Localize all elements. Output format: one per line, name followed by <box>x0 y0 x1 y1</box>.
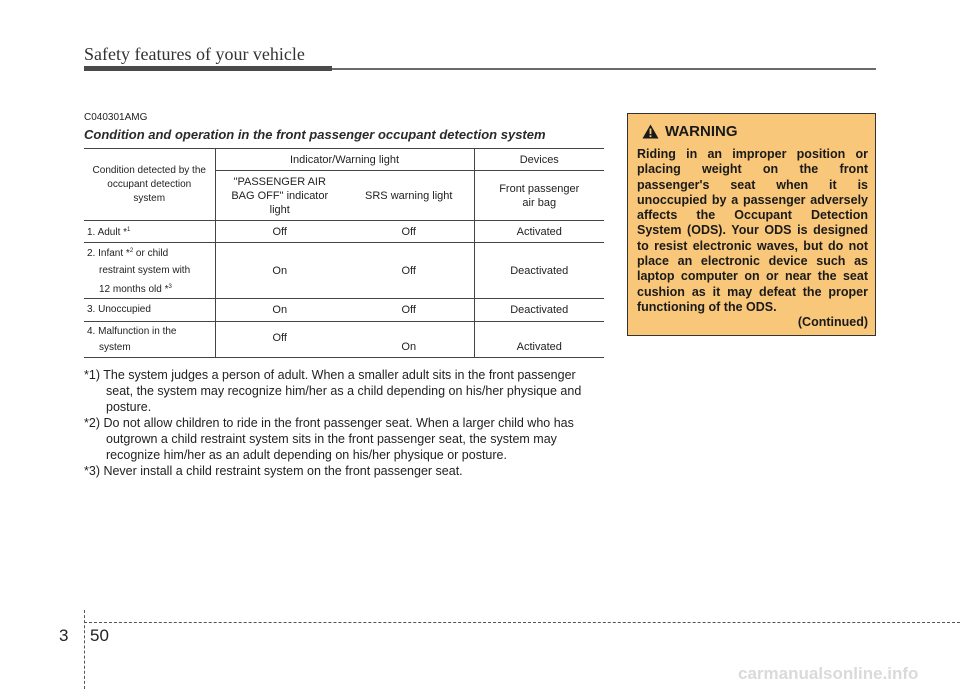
condition-header-line: system <box>133 192 166 204</box>
indicator-group-header: Indicator/Warning light <box>215 149 474 171</box>
footer-rule <box>84 622 960 623</box>
table-row <box>84 243 604 299</box>
section-title: Condition and operation in the front passenger occupant detection system <box>84 127 546 142</box>
condition-line: restraint system with <box>99 265 191 276</box>
warning-triangle-icon <box>642 124 659 139</box>
warning-text: Riding in an improper position or placing weight on the front passenger's seat when it is unoccupied by a passenger adversely affects the Occupant Detection System (ODS). Your ODS is designed to resist electronic waves, but do not place an electronic device such as laptop computer on or near the seat cushion as it may defeat the proper functioning of the ODS. <box>637 147 868 314</box>
footnote: *3) Never install a child restraint system on the front passenger seat. <box>84 464 463 478</box>
header-line: "PASSENGER AIR <box>233 175 326 188</box>
warning-body <box>637 147 868 331</box>
condition-line <box>87 279 213 298</box>
table-head-row-1 <box>84 149 604 171</box>
condition-header-line: occupant detection <box>107 178 192 190</box>
srs-light-cell: Off <box>344 299 474 322</box>
footer-divider <box>84 610 85 689</box>
ods-condition-table <box>84 148 604 358</box>
footnote-mark: 1 <box>127 227 131 233</box>
airbag-off-indicator-cell: On <box>215 299 344 322</box>
airbag-off-indicator-cell: On <box>215 243 344 299</box>
header-line: air bag <box>522 196 557 209</box>
page-header-title: Safety features of your vehicle <box>84 44 305 64</box>
header-rule-thick <box>84 66 332 71</box>
front-airbag-header <box>474 171 604 221</box>
srs-light-cell: Off <box>344 221 474 243</box>
header-line: Front passenger <box>499 182 580 195</box>
section-code: C040301AMG <box>84 112 148 123</box>
condition-line: system <box>99 341 131 353</box>
footnote: *1) The system judges a person of adult. When a smaller adult sits in the front passenger seat, the system may recognize him/her as a child depending on his/her physique and posture. <box>84 368 582 414</box>
condition-text: 2. Infant * <box>87 248 130 259</box>
condition-header-line: Condition detected by the <box>92 164 206 176</box>
table-row <box>84 322 604 358</box>
condition-cell <box>84 221 215 243</box>
device-cell: Activated <box>474 322 604 358</box>
table-row <box>84 221 604 243</box>
passenger-airbag-off-header <box>215 171 344 221</box>
warning-header <box>642 123 738 140</box>
page-number: 50 <box>90 626 109 645</box>
header-line: BAG OFF" indicator <box>231 189 329 202</box>
device-cell: Activated <box>474 221 604 243</box>
chapter-number: 3 <box>59 626 69 645</box>
table-row <box>84 299 604 322</box>
airbag-off-indicator-cell: Off <box>215 221 344 243</box>
srs-light-cell: Off <box>344 243 474 299</box>
header-line: light <box>269 203 290 216</box>
condition-cell: 3. Unoccupied <box>84 299 215 322</box>
device-cell: Deactivated <box>474 243 604 299</box>
device-cell: Deactivated <box>474 299 604 322</box>
devices-group-header: Devices <box>474 149 604 171</box>
condition-text: 1. Adult * <box>87 227 128 238</box>
condition-line <box>87 243 213 262</box>
footnote-mark: 2 <box>129 248 134 254</box>
watermark: carmanualsonline.info <box>738 664 919 683</box>
warning-title: WARNING <box>665 123 738 140</box>
warning-box <box>627 113 876 336</box>
footnotes <box>84 367 604 479</box>
warning-continued: (Continued) <box>797 315 868 330</box>
airbag-off-indicator-cell: Off <box>215 322 344 358</box>
condition-cell <box>84 243 215 299</box>
condition-text: or child <box>133 248 169 259</box>
condition-text: 12 months old * <box>99 284 169 295</box>
condition-line: 4. Malfunction in the <box>87 325 177 337</box>
srs-light-cell: On <box>344 322 474 358</box>
srs-warning-light-header: SRS warning light <box>344 171 474 221</box>
footnote: *2) Do not allow children to ride in the front passenger seat. When a larger child who has outgrown a child restraint system sits in the front passenger seat, the system may recognize him/her as an adult depending on his/her physique or posture. <box>84 416 574 462</box>
condition-column-header <box>84 149 215 221</box>
condition-cell <box>84 322 215 358</box>
header-rule-thin <box>332 68 876 70</box>
footnote-mark: 3 <box>168 284 172 290</box>
